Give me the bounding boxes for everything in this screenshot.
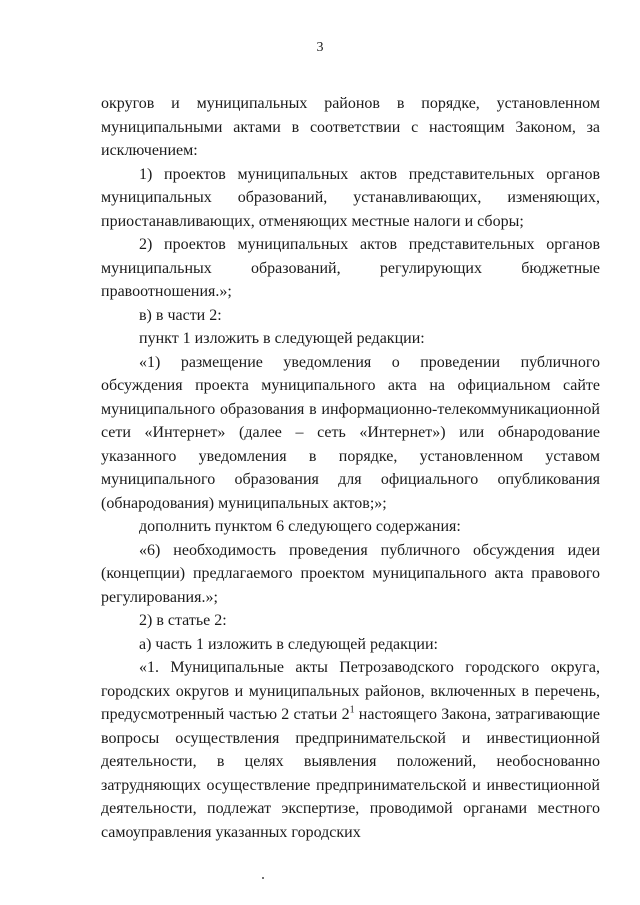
paragraph-11-part-1: «1. Муниципальные акты Петрозаводского городского округа, городских округов и муниципальных районов, включенных в перечень, предусмотренный частью 2 статьи 2 bbox=[101, 659, 600, 723]
paragraph-9: 2) в статье 2: bbox=[139, 612, 227, 629]
scan-dot bbox=[262, 877, 264, 879]
paragraph-8: «6) необходимость проведения публичного обсуждения идеи (концепции) предлагаемого проектом муниципального акта правового регулирования.»; bbox=[101, 541, 600, 606]
page-number: 3 bbox=[316, 40, 324, 55]
superscript-1: 1 bbox=[349, 704, 355, 716]
paragraph-11 bbox=[101, 656, 600, 844]
paragraph-5: пункт 1 изложить в следующей редакции: bbox=[139, 330, 425, 347]
paragraph-6: «1) размещение уведомления о проведении публичного обсуждения проекта муниципального акта на официальном сайте муниципального образования в информационно-телекоммуникационной сети «Интернет» (далее – сеть «Интернет») или обнародование указанного уведомления в порядке, установленном уставом муниципального образования для официального опубликования (обнародования) муниципальных актов;»; bbox=[101, 353, 600, 512]
document-body bbox=[101, 92, 600, 844]
paragraph-4: в) в части 2: bbox=[139, 306, 222, 324]
paragraph-10: а) часть 1 изложить в следующей редакции: bbox=[139, 635, 438, 653]
paragraph-7: дополнить пунктом 6 следующего содержания: bbox=[139, 518, 461, 535]
paragraph-2: 1) проектов муниципальных актов представительных органов муниципальных образований, устанавливающих, изменяющих, приостанавливающих, отменяющих местные налоги и сборы; bbox=[101, 165, 600, 230]
paragraph-1: округов и муниципальных районов в порядке, установленном муниципальными актами в соответствии с настоящим Законом, за исключением: bbox=[101, 95, 600, 159]
paragraph-11-part-2: настоящего Закона, затрагивающие вопросы осуществления предпринимательской и инвестиционной деятельности, в целях выявления положений, необоснованно затрудняющих осуществление предпринимательской и инвестиционной деятельности, подлежат экспертизе, проводимой органами местного самоуправления указанных городских bbox=[101, 706, 601, 841]
paragraph-3: 2) проектов муниципальных актов представительных органов муниципальных образований, регулирующих бюджетные правоотношения.»; bbox=[101, 236, 600, 300]
